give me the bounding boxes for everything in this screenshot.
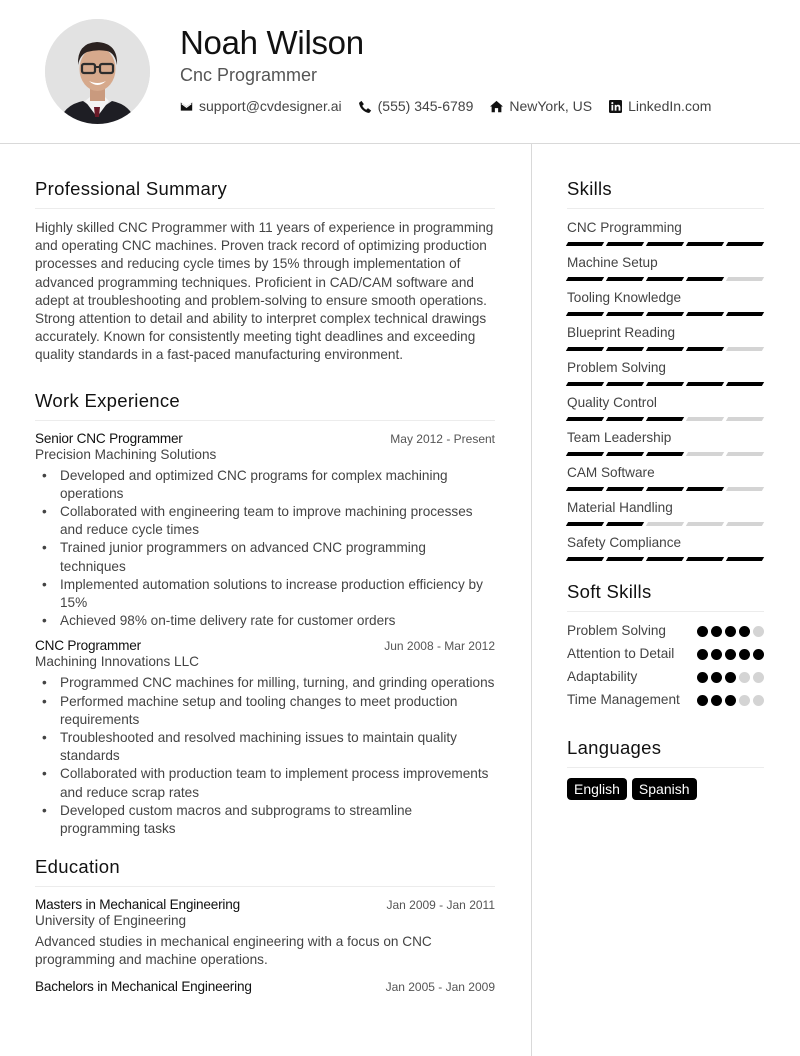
skill-level-bar [567, 417, 764, 421]
level-segment-filled [606, 277, 644, 281]
rating-dot-empty [739, 695, 750, 706]
level-segment-filled [726, 557, 764, 561]
level-segment-empty [726, 487, 764, 491]
rating-dot-empty [739, 672, 750, 683]
soft-skill-rating [697, 649, 764, 663]
rating-dot-filled [711, 695, 722, 706]
skill-item [567, 394, 764, 421]
soft-skill-item [567, 622, 764, 640]
rating-dot-filled [697, 649, 708, 660]
bullet-item: • Collaborated with engineering team to improve machining processes and reduce cycle times [60, 503, 495, 539]
level-segment-filled [606, 452, 644, 456]
contact-location [490, 98, 592, 114]
rating-dot-filled [711, 649, 722, 660]
skill-label: CNC Programming [567, 220, 682, 235]
skill-item [567, 324, 764, 351]
level-segment-empty [686, 417, 724, 421]
job-bullets [35, 467, 495, 631]
soft-skill-label: Adaptability [567, 669, 638, 684]
sidebar-column [567, 178, 764, 800]
level-segment-filled [566, 382, 604, 386]
skill-level-bar [567, 557, 764, 561]
level-segment-filled [606, 347, 644, 351]
level-segment-filled [686, 487, 724, 491]
location-text: NewYork, US [509, 98, 593, 114]
skills-heading: Skills [567, 178, 764, 209]
person-photo-icon [45, 19, 150, 124]
soft-skill-item [567, 691, 764, 709]
skill-level-bar [567, 382, 764, 386]
contact-list [180, 98, 728, 114]
rating-dot-filled [711, 626, 722, 637]
language-badge: Spanish [632, 778, 697, 800]
level-segment-filled [726, 382, 764, 386]
education-item [35, 897, 495, 969]
email-text: support@cvdesigner.ai [199, 98, 342, 114]
candidate-title: Cnc Programmer [180, 65, 318, 85]
soft-skills-section [567, 581, 764, 709]
level-segment-empty [646, 522, 684, 526]
soft-skill-rating [697, 695, 764, 709]
summary-heading: Professional Summary [35, 178, 495, 209]
languages-heading: Languages [567, 737, 764, 768]
level-segment-filled [686, 382, 724, 386]
education-date: Jan 2005 - Jan 2009 [385, 979, 495, 994]
level-segment-filled [686, 312, 724, 316]
rating-dot-filled [711, 672, 722, 683]
job-title: CNC Programmer [35, 638, 141, 654]
level-segment-filled [646, 487, 684, 491]
skill-item [567, 429, 764, 456]
skill-item [567, 499, 764, 526]
rating-dot-filled [725, 695, 736, 706]
skill-label: Blueprint Reading [567, 325, 676, 340]
candidate-name: Noah Wilson [180, 24, 364, 61]
skill-label: Quality Control [567, 395, 657, 410]
language-badge: English [567, 778, 627, 800]
skill-item [567, 464, 764, 491]
bullet-item: • Achieved 98% on-time delivery rate for customer orders [60, 612, 495, 630]
education-item [35, 979, 495, 994]
resume-header [0, 0, 800, 144]
skill-label: Problem Solving [567, 360, 666, 375]
level-segment-filled [686, 242, 724, 246]
skill-item [567, 254, 764, 281]
skill-level-bar [567, 242, 764, 246]
bullet-item: • Performed machine setup and tooling changes to meet production requirements [60, 693, 495, 729]
skill-label: Material Handling [567, 500, 673, 515]
school: University of Engineering [35, 913, 187, 929]
column-divider [531, 144, 532, 1056]
contact-phone[interactable] [359, 98, 474, 114]
job-bullets [35, 674, 495, 838]
skill-level-bar [567, 277, 764, 281]
level-segment-filled [566, 242, 604, 246]
skill-level-bar [567, 522, 764, 526]
education-heading: Education [35, 856, 495, 887]
job-entry [35, 431, 495, 631]
rating-dot-filled [725, 672, 736, 683]
rating-dot-filled [697, 695, 708, 706]
level-segment-empty [726, 522, 764, 526]
rating-dot-filled [725, 626, 736, 637]
skill-level-bar [567, 487, 764, 491]
skill-label: Team Leadership [567, 430, 672, 445]
contact-email[interactable] [180, 98, 342, 114]
job-title: Senior CNC Programmer [35, 430, 183, 446]
skill-item [567, 534, 764, 561]
envelope-icon [180, 100, 193, 113]
level-segment-filled [566, 417, 604, 421]
job-list [35, 431, 495, 839]
rating-dot-filled [697, 672, 708, 683]
rating-dot-filled [697, 626, 708, 637]
skill-level-bar [567, 347, 764, 351]
level-segment-filled [566, 487, 604, 491]
level-segment-filled [646, 557, 684, 561]
company-name: Machining Innovations LLC [35, 654, 199, 670]
level-segment-empty [686, 522, 724, 526]
skill-label: Machine Setup [567, 255, 658, 270]
education-description: Advanced studies in mechanical engineering with a focus on CNC programming and machine operations. [35, 934, 432, 968]
level-segment-filled [646, 242, 684, 246]
level-segment-filled [566, 347, 604, 351]
education-date: Jan 2009 - Jan 2011 [386, 898, 495, 913]
soft-skill-item [567, 668, 764, 686]
skills-list [567, 219, 764, 561]
skill-item [567, 359, 764, 386]
level-segment-filled [566, 452, 604, 456]
degree: Masters in Mechanical Engineering [35, 897, 240, 913]
soft-skill-label: Problem Solving [567, 623, 666, 638]
level-segment-filled [606, 312, 644, 316]
rating-dot-empty [753, 672, 764, 683]
soft-skill-rating [697, 672, 764, 686]
level-segment-filled [686, 557, 724, 561]
job-header [35, 638, 495, 653]
summary-section [35, 178, 495, 365]
skill-label: CAM Software [567, 465, 655, 480]
soft-skill-rating [697, 626, 764, 640]
rating-dot-filled [739, 649, 750, 660]
linkedin-icon [609, 100, 622, 113]
linkedin-text: LinkedIn.com [628, 98, 712, 114]
bullet-item: • Trained junior programmers on advanced CNC programming techniques [60, 539, 495, 575]
soft-skill-label: Attention to Detail [567, 646, 675, 661]
bullet-item: • Collaborated with production team to implement process improvements and reduce scrap rates [60, 765, 495, 801]
level-segment-filled [686, 277, 724, 281]
phone-text: (555) 345-6789 [377, 98, 474, 114]
languages-section [567, 737, 764, 800]
summary-text: Highly skilled CNC Programmer with 11 years of experience in programming and operating CNC machines. Proven track record of optimizing production processes and reducing cycle times by 15% through implementation of advanced programming techniques. Proficient in CAD/CAM software and adept at troubleshooting and problem-solving to ensure smooth operations. Strong attention to detail and ability to interpret complex technical drawings accurately. Known for consistently meeting tight deadlines and exceeding quality standards in a fast-paced manufacturing environment. [35, 220, 494, 363]
education-section [35, 856, 495, 993]
bullet-item: • Implemented automation solutions to increase production efficiency by 15% [60, 576, 495, 612]
job-date: Jun 2008 - Mar 2012 [384, 639, 495, 654]
level-segment-filled [646, 382, 684, 386]
level-segment-empty [726, 452, 764, 456]
company-name: Precision Machining Solutions [35, 446, 217, 462]
level-segment-filled [646, 277, 684, 281]
job-date: May 2012 - Present [390, 431, 495, 446]
rating-dot-empty [753, 626, 764, 637]
level-segment-filled [566, 312, 604, 316]
level-segment-filled [726, 242, 764, 246]
skill-label: Safety Compliance [567, 535, 682, 550]
level-segment-empty [726, 277, 764, 281]
level-segment-empty [686, 452, 724, 456]
soft-skill-item [567, 645, 764, 663]
level-segment-filled [646, 312, 684, 316]
skill-label: Tooling Knowledge [567, 290, 682, 305]
level-segment-filled [646, 452, 684, 456]
level-segment-empty [726, 417, 764, 421]
level-segment-filled [566, 522, 604, 526]
skill-level-bar [567, 452, 764, 456]
job-header [35, 431, 495, 446]
level-segment-filled [606, 242, 644, 246]
level-segment-empty [726, 347, 764, 351]
level-segment-filled [726, 312, 764, 316]
skill-item [567, 219, 764, 246]
main-column [35, 178, 495, 1002]
skill-level-bar [567, 312, 764, 316]
soft-skills-list [567, 622, 764, 709]
level-segment-filled [566, 277, 604, 281]
level-segment-filled [606, 522, 644, 526]
contact-linkedin[interactable] [609, 98, 711, 114]
rating-dot-filled [739, 626, 750, 637]
phone-icon [359, 100, 372, 113]
experience-section [35, 390, 495, 839]
degree: Bachelors in Mechanical Engineering [35, 978, 252, 994]
home-icon [490, 100, 503, 113]
soft-skill-label: Time Management [567, 692, 680, 707]
level-segment-filled [606, 557, 644, 561]
level-segment-filled [646, 417, 684, 421]
skill-item [567, 289, 764, 316]
soft-skills-heading: Soft Skills [567, 581, 764, 612]
job-entry [35, 638, 495, 838]
level-segment-filled [606, 487, 644, 491]
profile-photo [45, 19, 150, 124]
rating-dot-empty [753, 695, 764, 706]
languages-list [567, 778, 764, 800]
bullet-item: • Troubleshooted and resolved machining issues to maintain quality standards [60, 729, 495, 765]
level-segment-filled [566, 557, 604, 561]
bullet-item: • Developed custom macros and subprograms to streamline programming tasks [60, 802, 495, 838]
rating-dot-filled [725, 649, 736, 660]
level-segment-filled [646, 347, 684, 351]
level-segment-filled [606, 417, 644, 421]
bullet-item: • Developed and optimized CNC programs for complex machining operations [60, 467, 495, 503]
skills-section [567, 178, 764, 561]
experience-heading: Work Experience [35, 390, 495, 421]
level-segment-filled [606, 382, 644, 386]
bullet-item: • Programmed CNC machines for milling, turning, and grinding operations [60, 674, 495, 692]
level-segment-filled [686, 347, 724, 351]
rating-dot-filled [753, 649, 764, 660]
